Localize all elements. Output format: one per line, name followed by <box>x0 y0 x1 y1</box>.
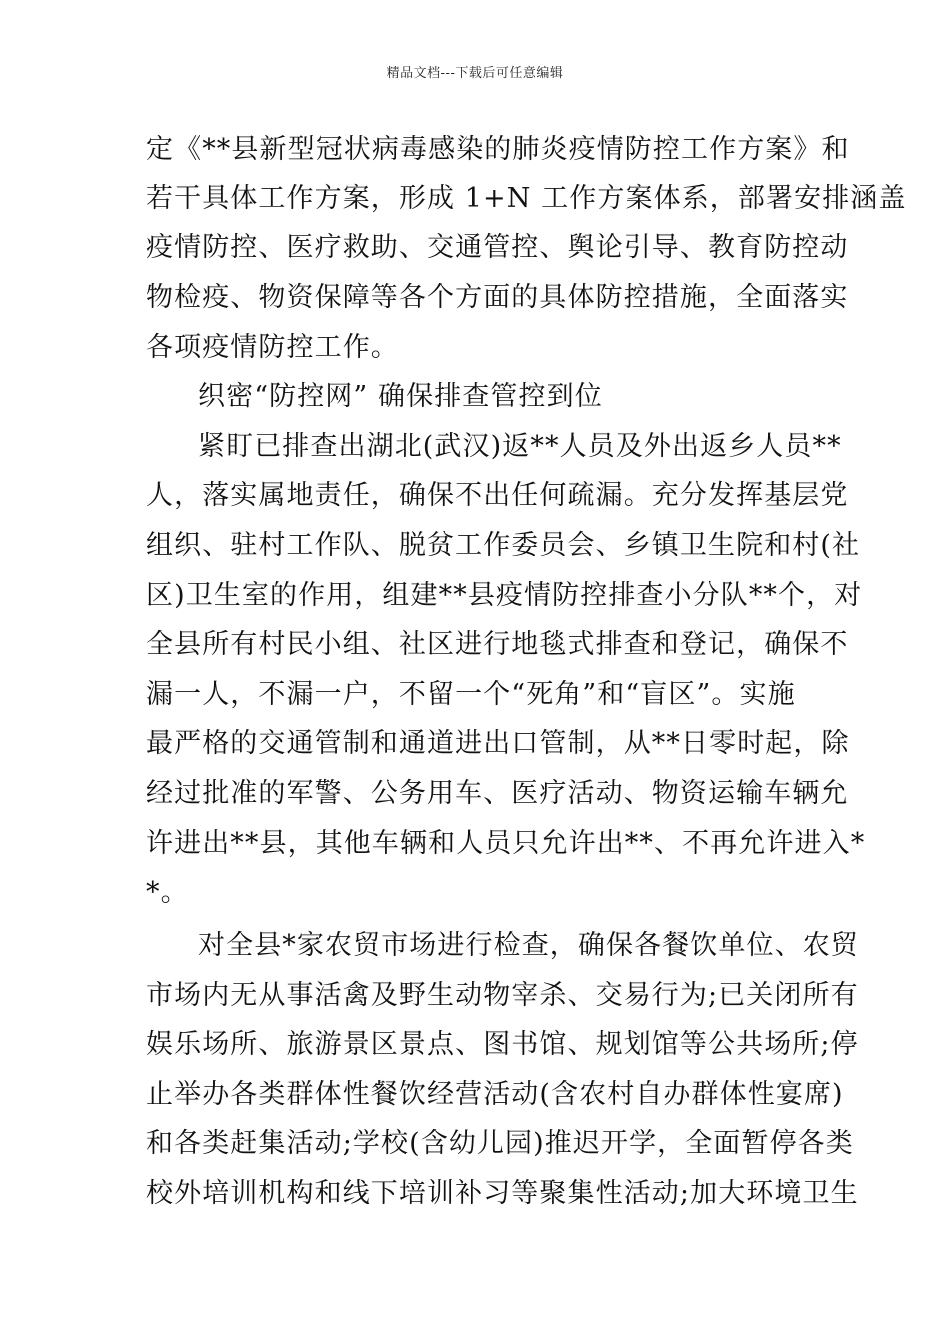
body-line: 娱乐场所、旅游景区景点、图书馆、规划馆等公共场所;停 <box>146 1029 859 1060</box>
body-line: 最严格的交通管制和通道进出口管制，从**日零时起，除 <box>146 728 850 759</box>
page-header: 精品文档---下载后可任意编辑 <box>386 66 564 81</box>
body-line: 漏一人，不漏一户，不留一个“死角”和“盲区”。实施 <box>146 679 796 710</box>
body-line: 定《**县新型冠状病毒感染的肺炎疫情防控工作方案》和 <box>146 134 850 165</box>
body-line: 全县所有村民小组、社区进行地毯式排查和登记，确保不 <box>146 629 849 660</box>
body-line: 人，落实属地责任，确保不出任何疏漏。充分发挥基层党 <box>146 480 849 511</box>
body-line: 市场内无从事活禽及野生动物宰杀、交易行为;已关闭所有 <box>146 980 859 1011</box>
body-line: *。 <box>146 877 189 908</box>
body-line: 止举办各类群体性餐饮经营活动(含农村自办群体性宴席) <box>146 1079 844 1110</box>
body-line: 和各类赶集活动;学校(含幼儿园)推迟开学，全面暂停各类 <box>146 1128 854 1159</box>
body-line: 许进出**县，其他车辆和人员只允许出**、不再允许进入* <box>146 828 866 859</box>
body-line: 物检疫、物资保障等各个方面的具体防控措施，全面落实 <box>146 282 849 313</box>
body-line: 校外培训机构和线下培训补习等聚集性活动;加大环境卫生 <box>146 1178 859 1209</box>
body-line: 区)卫生室的作用，组建**县疫情防控排查小分队**个，对 <box>146 580 863 611</box>
section-heading: 织密“防控网” 确保排查管控到位 <box>198 381 603 412</box>
body-line: 对全县*家农贸市场进行检查，确保各餐饮单位、农贸 <box>198 930 859 961</box>
body-line: 各项疫情防控工作。 <box>146 332 399 363</box>
body-line: 若干具体工作方案，形成 1+N 工作方案体系，部署安排涵盖 <box>146 183 907 214</box>
body-line: 疫情防控、医疗救助、交通管控、舆论引导、教育防控动 <box>146 232 849 263</box>
body-line: 组织、驻村工作队、脱贫工作委员会、乡镇卫生院和村(社 <box>146 530 861 561</box>
body-line: 紧盯已排查出湖北(武汉)返**人员及外出返乡人员** <box>198 431 842 462</box>
body-line: 经过批准的军警、公务用车、医疗活动、物资运输车辆允 <box>146 778 849 809</box>
